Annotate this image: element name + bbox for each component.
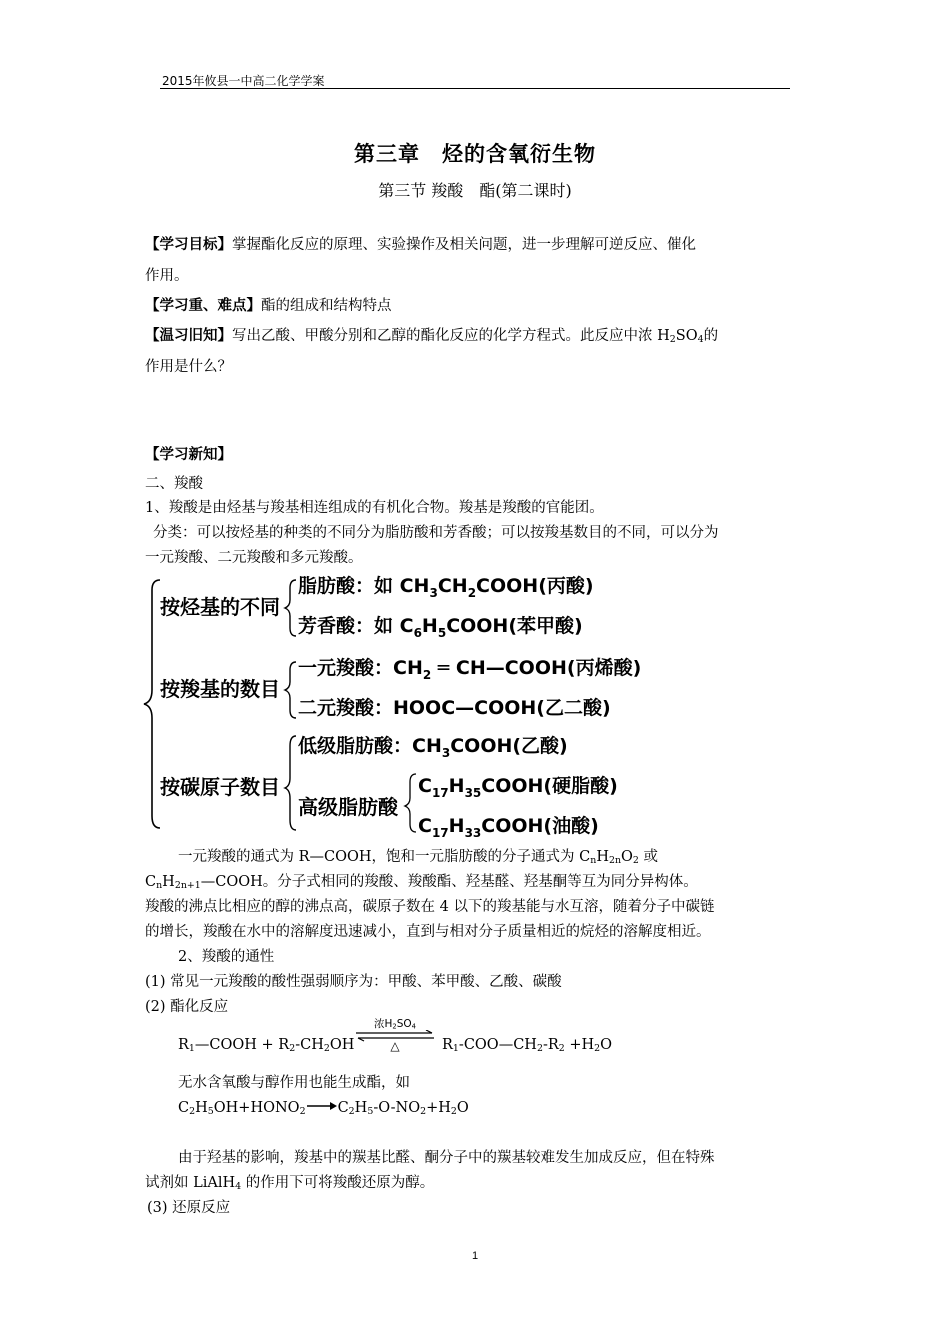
classification-line2: 一元羧酸、二元羧酸和多元羧酸。 bbox=[145, 550, 363, 566]
classification-line1: 分类：可以按烃基的种类的不同分为脂肪酸和芳香酸；可以按羧基数目的不同，可以分为 bbox=[153, 525, 719, 541]
objectives-line1 bbox=[145, 233, 696, 254]
esterification-condition-top: 浓$H_2SO_4$ bbox=[373, 1018, 417, 1031]
reaction-arrow-icon bbox=[306, 1101, 338, 1111]
key-points-text: 酯的组成和结构特点 bbox=[261, 298, 392, 314]
g3-sub2: $C_{17}H_{33}COOH$(油酸) bbox=[418, 815, 599, 838]
general-properties-heading: 2、羧酸的通性 bbox=[178, 949, 275, 965]
section-subtitle: 第三节 羧酸 酯(第二课时) bbox=[378, 181, 572, 200]
definition-paragraph: 1、羧酸是由烃基与羧基相连组成的有机化合物。羧基是羧酸的官能团。 bbox=[145, 500, 604, 516]
reduction-note-line1: 由于羟基的影响，羧基中的羰基比醛、酮分子中的羰基较难发生加成反应，但在特殊 bbox=[178, 1150, 715, 1166]
boiling-line2: 的增长，羧酸在水中的溶解度迅速减小，直到与相对分子质量相近的烷烃的溶解度相近。 bbox=[145, 924, 711, 940]
esterification-right: $R_1-COO—CH_2-R_2 +H_2O$ bbox=[442, 1037, 613, 1054]
g2-item2: 二元羧酸：HOOC—COOH(乙二酸) bbox=[298, 697, 611, 719]
header-rule bbox=[160, 88, 790, 89]
nitrate-equation: $C_2H_5OH+HONO_2$ $C_2H_5-O-NO_2+H_2O$ bbox=[178, 1100, 469, 1117]
general-formula-line1: 一元羧酸的通式为 R—COOH，饱和一元脂肪酸的分子通式为 $C_nH_{2n}O_2$ 或 bbox=[178, 849, 659, 866]
g3-item2-label: 高级脂肪酸 bbox=[298, 795, 398, 819]
key-points bbox=[145, 294, 392, 315]
g3-sub1: $C_{17}H_{35}COOH$(硬脂酸) bbox=[418, 775, 618, 800]
g1-item2: 芳香酸：如 $C_6H_5COOH$(苯甲酸) bbox=[298, 615, 583, 640]
g1-item1: 脂肪酸：如 $CH_3CH_2COOH$(丙酸) bbox=[298, 575, 594, 600]
general-formula-line2: $C_nH_{2n+1}—COOH$。分子式相同的羧酸、羧酸酯、羟基醛、羟基酮等互为同分异构体。 bbox=[145, 874, 698, 891]
review-label: 【温习旧知】 bbox=[145, 327, 232, 344]
g2-item1: 一元羧酸：$CH_2$ ═ CH—COOH(丙烯酸) bbox=[298, 657, 642, 682]
chapter-title: 第三章 烃的含氧衍生物 bbox=[354, 141, 596, 166]
review-line1: 【温习旧知】写出乙酸、甲酸分别和乙醇的酯化反应的化学方程式。此反应中浓 $H_2SO_4$的 bbox=[145, 327, 719, 345]
boiling-line1: 羧酸的沸点比相应的醇的沸点高，碳原子数在 4 以下的羧基能与水互溶，随着分子中碳链 bbox=[145, 899, 715, 915]
key-points-label: 【学习重、难点】 bbox=[145, 297, 261, 314]
group3-brace bbox=[285, 736, 296, 830]
page-number: 1 bbox=[471, 1250, 479, 1262]
outer-brace bbox=[144, 580, 160, 828]
group3-label: 按碳原子数目 bbox=[160, 775, 280, 799]
high-fatty-brace bbox=[405, 774, 416, 832]
objectives-label: 【学习目标】 bbox=[145, 236, 232, 253]
group1-label: 按烃基的不同 bbox=[160, 595, 280, 619]
property-acidity: (1) 常见一元羧酸的酸性强弱顺序为：甲酸、苯甲酸、乙酸、碳酸 bbox=[145, 974, 562, 990]
inorganic-ester-note: 无水含氧酸与醇作用也能生成酯，如 bbox=[178, 1075, 410, 1091]
group2-brace bbox=[285, 662, 296, 718]
page-header: 2015年攸县一中高二化学学案 bbox=[162, 74, 325, 88]
objectives-line2: 作用。 bbox=[145, 268, 189, 284]
reduction-note-line2: 试剂如 LiAlH$_4$ 的作用下可将羧酸还原为醇。 bbox=[145, 1175, 435, 1192]
review-line2: 作用是什么？ bbox=[145, 359, 232, 375]
esterification-left: $R_1—COOH + R_2-CH_2OH$ bbox=[178, 1037, 355, 1054]
section-carboxylic-acid: 二、羧酸 bbox=[145, 476, 203, 492]
property-esterification: (2) 酯化反应 bbox=[145, 999, 229, 1015]
property-reduction: (3) 还原反应 bbox=[147, 1200, 231, 1216]
classification-diagram bbox=[140, 566, 650, 838]
group2-label: 按羧基的数目 bbox=[160, 677, 280, 701]
new-knowledge-label: 【学习新知】 bbox=[145, 446, 232, 463]
g3-item1: 低级脂肪酸：$CH_3COOH$(乙酸) bbox=[298, 735, 568, 760]
group1-brace bbox=[285, 580, 296, 636]
esterification-condition-bottom: △ bbox=[390, 1039, 400, 1053]
objectives-text: 掌握酯化反应的原理、实验操作及相关问题，进一步理解可逆反应、催化 bbox=[232, 237, 696, 253]
